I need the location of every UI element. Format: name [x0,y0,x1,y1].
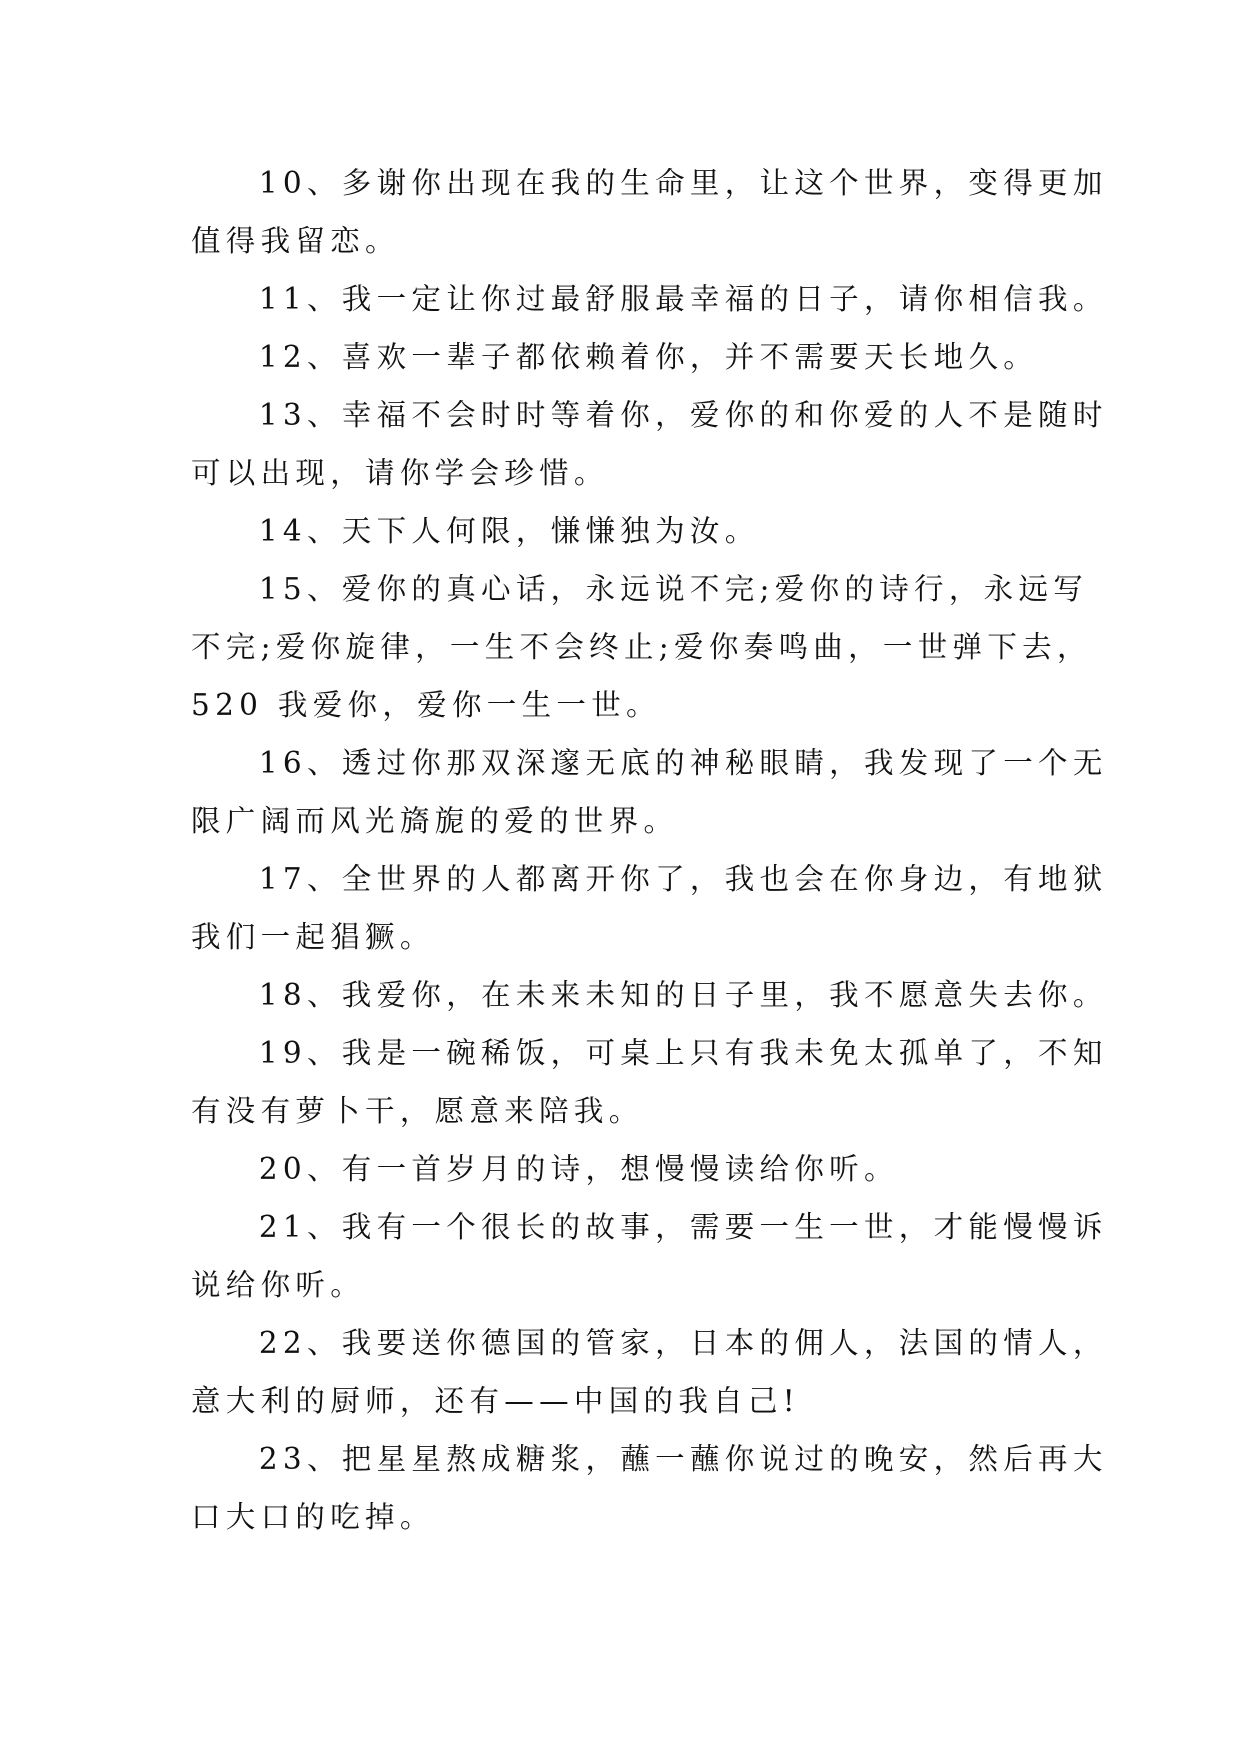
paragraph-line: 10、多谢你出现在我的生命里，让这个世界，变得更加 [258,166,1108,200]
paragraph-17 [191,850,1108,966]
paragraph-line: 13、幸福不会时时等着你，爱你的和你爱的人不是随时 [258,398,1108,432]
paragraph-line: 说给你听。 [191,1268,366,1302]
paragraph-line: 11、我一定让你过最舒服最幸福的日子，请你相信我。 [258,282,1108,316]
paragraph-line: 520 我爱你，爱你一生一世。 [191,688,661,722]
paragraph-22 [191,1314,1108,1430]
paragraph-23 [191,1430,1108,1546]
paragraph-line: 16、透过你那双深邃无底的神秘眼睛，我发现了一个无 [258,746,1108,780]
paragraph-10 [191,154,1108,270]
paragraph-line: 有没有萝卜干，愿意来陪我。 [191,1094,644,1128]
paragraph-line: 23、把星星熬成糖浆，蘸一蘸你说过的晚安，然后再大 [258,1442,1108,1476]
paragraph-line: 18、我爱你，在未来未知的日子里，我不愿意失去你。 [258,978,1108,1012]
paragraph-20 [191,1140,1071,1198]
paragraph-13 [191,386,1108,502]
paragraph-line: 22、我要送你德国的管家，日本的佣人，法国的情人， [258,1326,1108,1360]
paragraph-line: 可以出现，请你学会珍惜。 [191,456,609,490]
paragraph-19 [191,1024,1108,1140]
paragraph-line: 值得我留恋。 [191,224,400,258]
paragraph-14 [191,502,1071,560]
paragraph-line: 口大口的吃掉。 [191,1500,435,1534]
paragraph-line: 意大利的厨师，还有——中国的我自己! [191,1384,800,1418]
paragraph-line: 19、我是一碗稀饭，可桌上只有我未免太孤单了，不知 [258,1036,1108,1070]
paragraph-15 [191,560,1092,734]
paragraph-line: 不完;爱你旋律，一生不会终止;爱你奏鸣曲，一世弹下去， [191,630,1092,664]
paragraph-line: 12、喜欢一辈子都依赖着你，并不需要天长地久。 [258,340,1039,374]
paragraph-16 [191,734,1108,850]
paragraph-line: 21、我有一个很长的故事，需要一生一世，才能慢慢诉 [258,1210,1108,1244]
paragraph-12 [191,328,1071,386]
paragraph-18 [191,966,1108,1024]
paragraph-line: 限广阔而风光旖旎的爱的世界。 [191,804,679,838]
document-body [191,154,1108,1546]
paragraph-line: 我们一起猖獗。 [191,920,435,954]
paragraph-line: 15、爱你的真心话，永远说不完;爱你的诗行，永远写 [258,572,1089,606]
paragraph-line: 14、天下人何限，慊慊独为汝。 [258,514,760,548]
paragraph-line: 20、有一首岁月的诗，想慢慢读给你听。 [258,1152,899,1186]
paragraph-11 [191,270,1108,328]
paragraph-line: 17、全世界的人都离开你了，我也会在你身边，有地狱 [258,862,1108,896]
paragraph-21 [191,1198,1108,1314]
